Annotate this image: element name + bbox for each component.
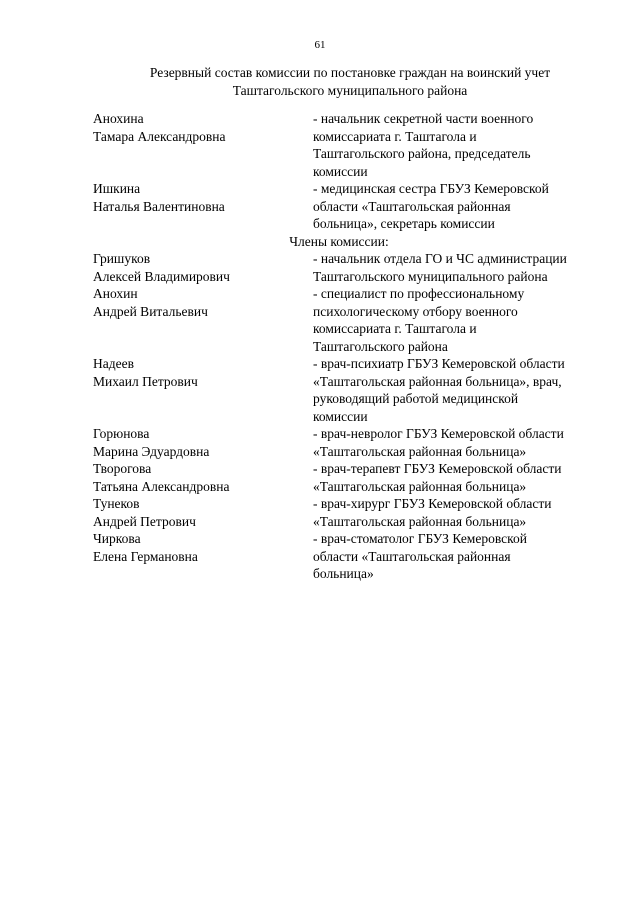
member-name bbox=[93, 180, 313, 233]
member-row bbox=[93, 530, 613, 583]
role-line: - начальник секретной части военного bbox=[313, 111, 534, 126]
role-line: больница» bbox=[313, 566, 374, 581]
role-line: - врач-хирург ГБУЗ Кемеровской области bbox=[313, 496, 552, 511]
member-name bbox=[93, 425, 313, 460]
given-names: Марина Эдуардовна bbox=[93, 443, 210, 459]
member-row bbox=[93, 250, 613, 285]
role-line: - врач-стоматолог ГБУЗ Кемеровской bbox=[313, 531, 527, 546]
member-role bbox=[313, 180, 613, 233]
role-line: Таштагольского муниципального района bbox=[313, 268, 548, 284]
member-role bbox=[313, 250, 613, 285]
role-line: «Таштагольская районная больница» bbox=[313, 513, 527, 529]
title-line-1: Резервный состав комиссии по постановке граждан на воинский учет bbox=[149, 65, 551, 80]
role-line: - врач-терапевт ГБУЗ Кемеровской области bbox=[313, 461, 562, 476]
member-role bbox=[313, 110, 613, 180]
member-role bbox=[313, 460, 613, 495]
surname: Гришуков bbox=[93, 251, 151, 266]
member-role bbox=[313, 285, 613, 355]
member-row bbox=[93, 495, 613, 530]
surname: Анохина bbox=[93, 111, 144, 126]
members-heading bbox=[93, 233, 613, 251]
role-line: «Таштагольская районная больница», врач, bbox=[313, 373, 562, 389]
surname: Творогова bbox=[93, 461, 152, 476]
role-line: комиссии bbox=[313, 163, 368, 179]
member-row bbox=[93, 355, 613, 425]
role-line: Таштагольского района, председатель bbox=[313, 146, 531, 161]
role-line: - специалист по профессиональному bbox=[313, 286, 525, 301]
member-row bbox=[93, 285, 613, 355]
member-role bbox=[313, 355, 613, 425]
member-row bbox=[93, 180, 613, 233]
members-heading-text: Члены комиссии: bbox=[289, 233, 389, 249]
role-line: «Таштагольская районная больница» bbox=[313, 443, 527, 459]
surname: Анохин bbox=[93, 286, 138, 301]
role-line: комиссии bbox=[313, 408, 368, 424]
given-names: Елена Германовна bbox=[93, 548, 198, 564]
given-names: Наталья Валентиновна bbox=[93, 198, 225, 214]
member-row bbox=[93, 460, 613, 495]
member-name bbox=[93, 110, 313, 180]
given-names: Андрей Петрович bbox=[93, 513, 196, 529]
member-row bbox=[93, 110, 613, 180]
surname: Надеев bbox=[93, 356, 134, 371]
surname: Чиркова bbox=[93, 531, 141, 546]
role-line: области «Таштагольская районная bbox=[313, 198, 511, 214]
role-line: руководящий работой медицинской bbox=[313, 391, 519, 406]
role-line: - медицинская сестра ГБУЗ Кемеровской bbox=[313, 181, 549, 196]
given-names: Татьяна Александровна bbox=[93, 478, 230, 494]
member-name bbox=[93, 250, 313, 285]
surname: Ишкина bbox=[93, 181, 141, 196]
given-names: Андрей Витальевич bbox=[93, 303, 208, 319]
role-line: области «Таштагольская районная bbox=[313, 548, 511, 564]
surname: Горюнова bbox=[93, 426, 150, 441]
member-name bbox=[93, 460, 313, 495]
document-title bbox=[100, 64, 600, 99]
member-role bbox=[313, 530, 613, 583]
surname: Тунеков bbox=[93, 496, 140, 511]
section-heading-row bbox=[93, 233, 613, 251]
member-name bbox=[93, 355, 313, 425]
title-line-2: Таштагольского муниципального района bbox=[232, 82, 468, 98]
member-name bbox=[93, 285, 313, 355]
given-names: Алексей Владимирович bbox=[93, 268, 230, 284]
member-name bbox=[93, 530, 313, 583]
role-line: Таштагольского района bbox=[313, 338, 448, 354]
role-line: - врач-невролог ГБУЗ Кемеровской области bbox=[313, 426, 564, 441]
role-line: - начальник отдела ГО и ЧС администрации bbox=[313, 251, 567, 266]
member-row bbox=[93, 425, 613, 460]
committee-list bbox=[93, 110, 613, 583]
given-names: Михаил Петрович bbox=[93, 373, 198, 389]
member-role bbox=[313, 495, 613, 530]
page-number: 61 bbox=[314, 39, 326, 51]
member-role bbox=[313, 425, 613, 460]
role-line: психологическому отбору военного bbox=[313, 303, 518, 319]
role-line: комиссариата г. Таштагола и bbox=[313, 128, 477, 144]
given-names: Тамара Александровна bbox=[93, 128, 226, 144]
role-line: «Таштагольская районная больница» bbox=[313, 478, 527, 494]
role-line: - врач-психиатр ГБУЗ Кемеровской области bbox=[313, 356, 565, 371]
member-name bbox=[93, 495, 313, 530]
role-line: комиссариата г. Таштагола и bbox=[313, 321, 477, 336]
role-line: больница», секретарь комиссии bbox=[313, 216, 495, 231]
